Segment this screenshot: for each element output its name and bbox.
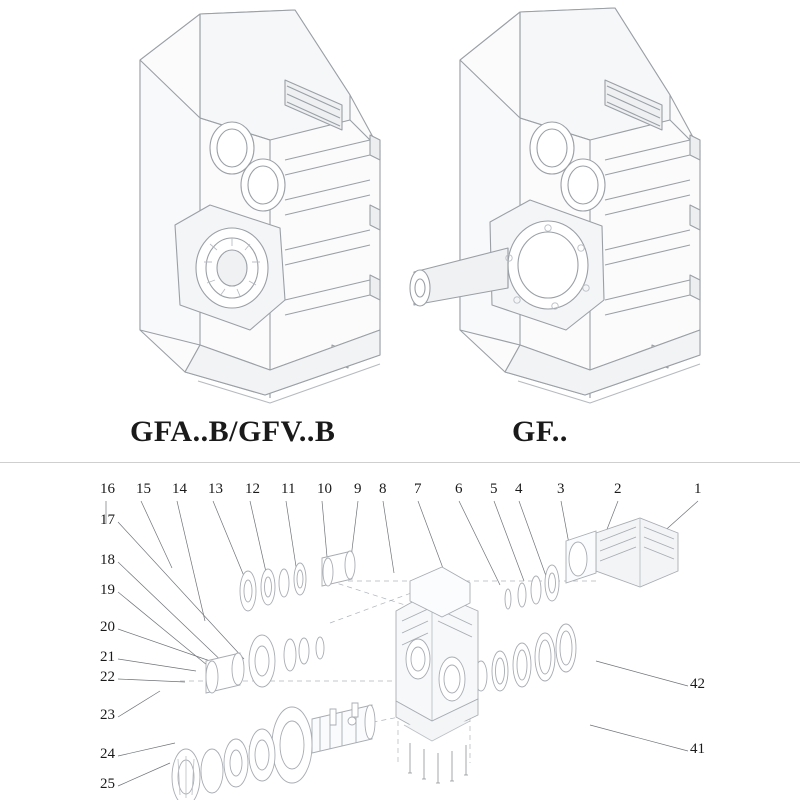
- callout-24: 24: [100, 746, 115, 762]
- gf-drawing: [390, 0, 800, 410]
- drawing-caption-right: GF..: [512, 415, 568, 448]
- callout-19: 19: [100, 582, 115, 598]
- callout-21: 21: [100, 649, 115, 665]
- callout-42: 42: [690, 676, 705, 692]
- callout-20: 20: [100, 619, 115, 635]
- callout-25: 25: [100, 776, 115, 792]
- callout-14: 14: [172, 481, 187, 497]
- callout-9: 9: [354, 481, 362, 497]
- callout-41: 41: [690, 741, 705, 757]
- callout-13: 13: [208, 481, 223, 497]
- callout-22: 22: [100, 669, 115, 685]
- callout-16: 16: [100, 481, 115, 497]
- callout-23: 23: [100, 707, 115, 723]
- callout-7: 7: [414, 481, 422, 497]
- callout-11: 11: [281, 481, 296, 497]
- callout-12: 12: [245, 481, 260, 497]
- callout-8: 8: [379, 481, 387, 497]
- callout-5: 5: [490, 481, 498, 497]
- drawing-caption-left: GFA..B/GFV..B: [130, 415, 336, 448]
- callout-3: 3: [557, 481, 565, 497]
- callout-15: 15: [136, 481, 151, 497]
- callout-10: 10: [317, 481, 332, 497]
- callout-6: 6: [455, 481, 463, 497]
- callout-18: 18: [100, 552, 115, 568]
- callout-17: 17: [100, 512, 115, 528]
- callout-1: 1: [694, 481, 702, 497]
- callout-4: 4: [515, 481, 523, 497]
- exploded-parts-drawing: [0, 463, 800, 800]
- callout-2: 2: [614, 481, 622, 497]
- exploded-view: [0, 463, 800, 800]
